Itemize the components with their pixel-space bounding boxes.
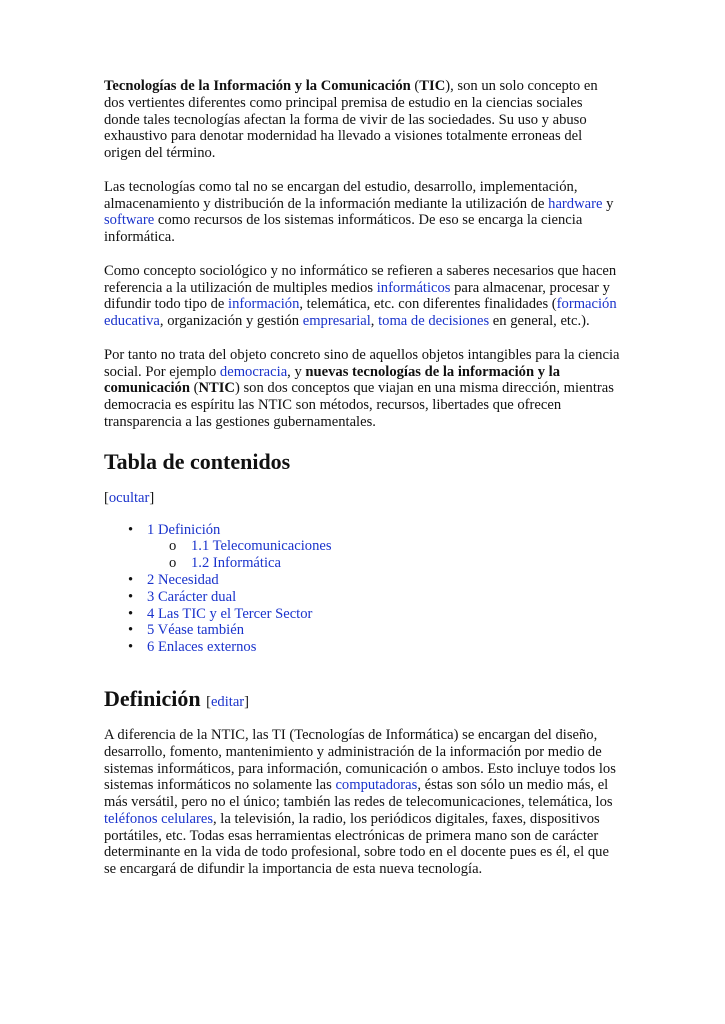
toc-item: [128, 572, 620, 589]
text: ) son dos conceptos que viajan en una misma dirección, mientras democracia es espíritu las NTIC son métodos, recursos, libertades que ofrecen transparencia a las gestiones gubernamentales.: [104, 380, 614, 430]
text: como recursos de los sistemas informáticos. De eso se encarga la ciencia informática.: [104, 212, 583, 246]
toc-link-caracter-dual[interactable]: 3 Carácter dual: [147, 588, 237, 605]
text: , y: [287, 363, 306, 380]
text: para almacenar, procesar y difundir todo tipo de: [104, 279, 610, 313]
bullet-icon: •: [128, 521, 134, 538]
intro-paragraph-1: [104, 78, 620, 162]
toc-toggle: [104, 490, 620, 507]
intro-paragraph-3: [104, 263, 620, 330]
toc-subitem: [169, 538, 620, 555]
text: y: [602, 195, 614, 212]
toc-subitem: [169, 555, 620, 572]
text: ), son un solo concepto en dos vertientes diferentes como principal premisa de estudio en la ciencias sociales donde tales tecnologías afectan la forma de vivir de las sociedades. Su uso y abuso exhaustivo para denotar modernidad ha llevado a visiones totalmente erroneas del origen del término.: [104, 78, 598, 162]
text: , éstas son sólo un medio más, el más versátil, pero no el único; también las redes de telecomunicaciones, telemática, los: [104, 777, 613, 811]
text: Las tecnologías como tal no se encargan del estudio, desarrollo, implementación, almacenamiento y distribución de la información mediante la utilización de: [104, 178, 578, 212]
toc-link-telecomunicaciones[interactable]: 1.1 Telecomunicaciones: [191, 538, 332, 555]
bracket: ]: [149, 489, 155, 506]
toc-list: [104, 522, 620, 656]
toc-link-tercer-sector[interactable]: 4 Las TIC y el Tercer Sector: [147, 605, 313, 622]
toc-item: [128, 589, 620, 606]
bullet-icon: •: [128, 571, 134, 588]
heading-text: Definición: [104, 685, 201, 711]
link-hardware[interactable]: hardware: [548, 195, 603, 212]
link-toma-de-decisiones[interactable]: toma de decisiones: [378, 313, 490, 330]
bracket: [: [104, 489, 109, 506]
document-page: [104, 78, 620, 895]
toc-heading: Tabla de contenidos: [104, 448, 291, 474]
circle-bullet-icon: o: [169, 555, 177, 572]
intro-paragraph-4: [104, 347, 620, 431]
text: A diferencia de la NTIC, las TI (Tecnologías de Informática) se encargan del diseño, desarrollo, fomento, mantenimiento y administración de la información por medio de sistemas informáticos, para información, comunicación o ambos. Esto incluye todos los sistemas informáticos no solamente las: [104, 726, 616, 794]
toc-item: [128, 606, 620, 623]
toc-link-informatica[interactable]: 1.2 Informática: [191, 555, 281, 572]
text: , la televisión, la radio, los periódicos digitales, faxes, dispositivos portátiles, etc. Todas esas herramientas electrónicas de primera mano son de carácter determinante en la vida de todo profesional, sobre todo en el docente pues es él, el que se encargará de difundir la importancia de esta nueva tecnología.: [104, 810, 609, 878]
link-informaticos[interactable]: informáticos: [376, 279, 451, 296]
text: Por tanto no trata del objeto concreto sino de aquellos objetos intangibles para la ciencia social. Por ejemplo: [104, 346, 620, 380]
bullet-icon: •: [128, 639, 134, 656]
toc-item: [128, 639, 620, 656]
term-full: Tecnologías de la Información y la Comunicación: [104, 78, 411, 94]
link-informacion[interactable]: información: [228, 296, 300, 313]
toc-sublist: [147, 538, 620, 572]
toc-link-necesidad[interactable]: 2 Necesidad: [147, 571, 219, 588]
bullet-icon: •: [128, 605, 134, 622]
text: , organización y gestión: [159, 313, 303, 330]
toc-link-definicion[interactable]: 1 Definición: [147, 521, 221, 538]
toc-item: [128, 622, 620, 639]
edit-section: [206, 694, 249, 710]
text: (: [189, 380, 199, 397]
link-telefonos-celulares[interactable]: teléfonos celulares: [104, 810, 213, 827]
text: Como concepto sociológico y no informático se refieren a saberes necesarios que hacen referencia a la utilización de multiples medios: [104, 262, 617, 296]
link-software[interactable]: software: [104, 212, 155, 229]
intro-paragraph-2: [104, 179, 620, 246]
bullet-icon: •: [128, 622, 134, 639]
term-ntic-full: nuevas tecnologías de la información y la comunicación: [104, 363, 561, 397]
link-empresarial[interactable]: empresarial: [302, 313, 371, 330]
toc-link-vease-tambien[interactable]: 5 Véase también: [147, 622, 244, 639]
link-computadoras[interactable]: computadoras: [335, 777, 418, 794]
bracket: ]: [244, 693, 250, 710]
definicion-paragraph: [104, 727, 620, 878]
section-heading-definicion: [104, 686, 620, 715]
bullet-icon: •: [128, 588, 134, 605]
term-abbr: TIC: [419, 78, 446, 94]
link-formacion-educativa[interactable]: formación educativa: [104, 296, 617, 330]
term-ntic: NTIC: [198, 380, 235, 397]
toc-hide-link[interactable]: ocultar: [108, 489, 150, 506]
text: , telemática, etc. con diferentes finalidades (: [299, 296, 557, 313]
text: (: [410, 78, 420, 94]
edit-link[interactable]: editar: [210, 693, 245, 710]
text: en general, etc.).: [489, 313, 590, 330]
toc-link-enlaces-externos[interactable]: 6 Enlaces externos: [147, 639, 257, 656]
text: ,: [370, 313, 379, 330]
bracket: [: [206, 693, 211, 710]
circle-bullet-icon: o: [169, 538, 177, 555]
link-democracia[interactable]: democracia: [219, 363, 288, 380]
toc-item: [128, 522, 620, 572]
